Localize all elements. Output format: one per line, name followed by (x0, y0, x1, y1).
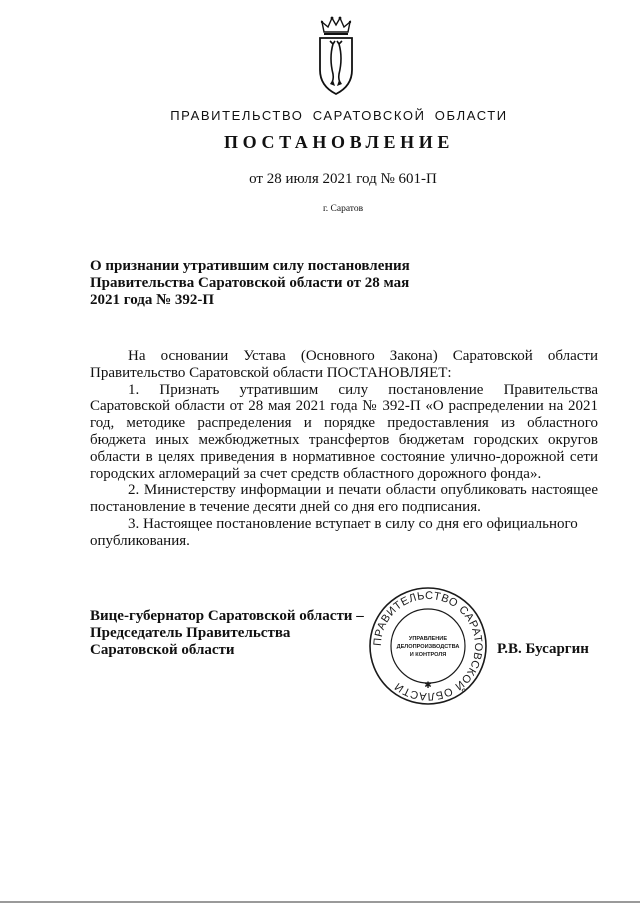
document-type: ПОСТАНОВЛЕНИЕ (224, 132, 454, 152)
official-stamp (366, 584, 490, 708)
coat-of-arms-emblem (314, 14, 358, 96)
signer-position-line: Председатель Правительства (90, 625, 291, 641)
government-title: ПРАВИТЕЛЬСТВО САРАТОВСКОЙ ОБЛАСТИ (170, 108, 508, 123)
document-city: г. Саратов (322, 204, 364, 214)
item-3-continuation: опубликования. (90, 532, 190, 549)
page-edge-divider (0, 901, 640, 903)
stamp-inner-line: УПРАВЛЕНИЕ (408, 636, 448, 642)
stamp-inner-line: ДЕЛОПРОИЗВОДСТВА (396, 644, 460, 650)
signer-position-line: Вице-губернатор Саратовской области – (90, 608, 364, 624)
stamp-star-icon: ✱ (424, 680, 432, 690)
subject-line: О признании утратившим силу постановления (90, 258, 410, 274)
preamble-paragraph: На основании Устава (Основного Закона) Саратовской области Правительство Саратовской области ПОСТАНОВЛЯЕТ: (90, 348, 598, 381)
stamp-ring-text: ПРАВИТЕЛЬСТВО САРАТОВСКОЙ ОБЛАСТИ (371, 589, 485, 703)
subject-line: Правительства Саратовской области от 28 мая (90, 275, 410, 291)
item-2-paragraph: 2. Министерству информации и печати области опубликовать настоящее постановление в течение десяти дней со дня его подписания. (90, 482, 598, 516)
item-1-paragraph: 1. Признать утратившим силу постановление Правительства Саратовской области от 28 мая 2021 года № 392-П «О распределении на 2021 год, методике распределения и порядке предоставления из областного бюджета иных межбюджетных трансфертов бюджетам городских округов области в целях приведения в нормативное состояние улично-дорожной сети городских агломераций за счет средств областного дорожного фонда». (90, 381, 598, 482)
subject-line: 2021 года № 392-П (90, 292, 215, 308)
document-date-number: от 28 июля 2021 год № 601-П (249, 171, 437, 187)
stamp-inner-line: И КОНТРОЛЯ (409, 652, 447, 658)
document-subject (90, 258, 435, 309)
item-3-paragraph: 3. Настоящее постановление вступает в силу со дня его официального (128, 515, 578, 532)
signer-position (90, 608, 380, 659)
signer-position-line: Саратовской области (90, 642, 235, 658)
signer-name: Р.В. Бусаргин (497, 641, 589, 657)
document-body (90, 348, 598, 550)
